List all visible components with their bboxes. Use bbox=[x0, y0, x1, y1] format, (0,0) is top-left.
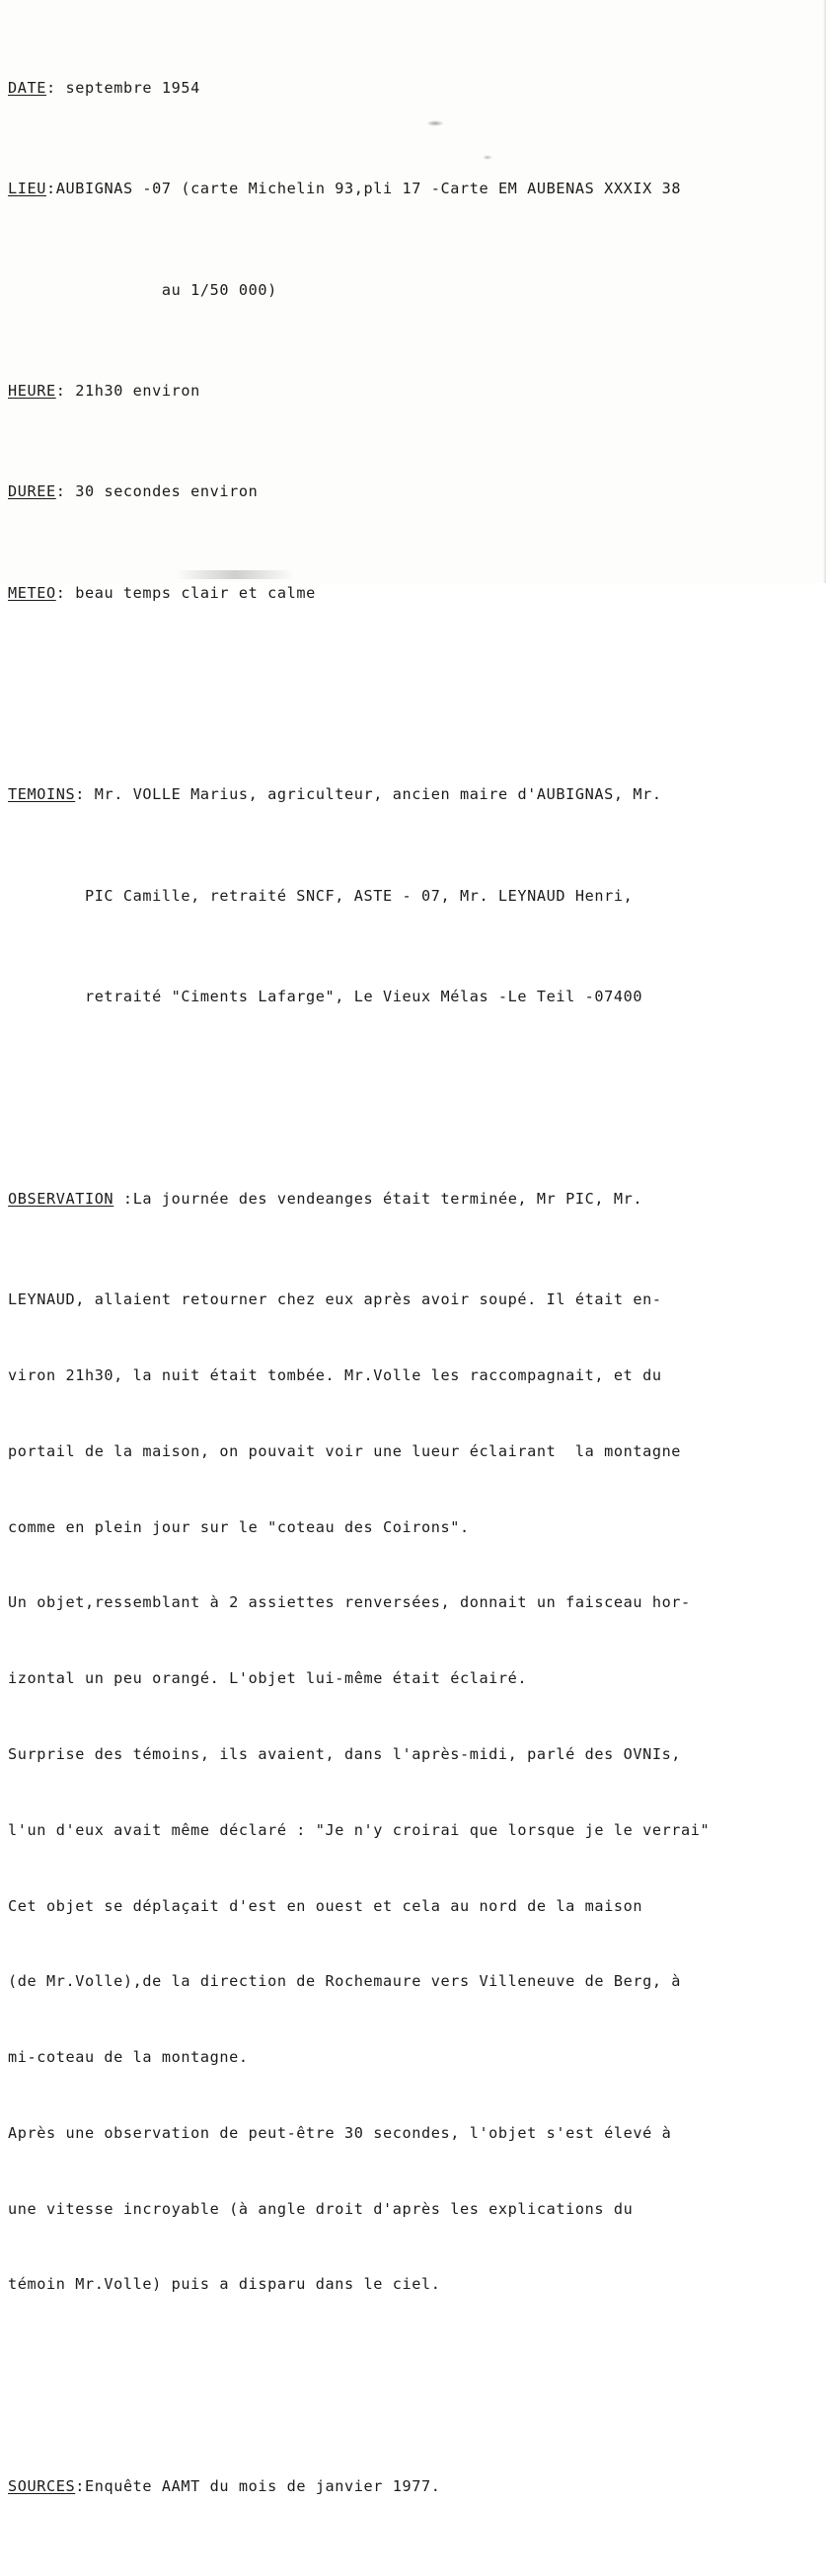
observation-line bbox=[8, 1894, 822, 1920]
field-date-sep: : bbox=[45, 78, 66, 97]
observation-line bbox=[8, 1742, 822, 1768]
observation-label: OBSERVATION bbox=[8, 1189, 114, 1208]
observation-line-0: La journée des vendeanges était terminée, Mr PIC, Mr. bbox=[132, 1189, 643, 1208]
observation-line bbox=[8, 1439, 822, 1465]
field-duree-value: 30 secondes environ bbox=[75, 482, 259, 501]
observation-line bbox=[8, 1818, 822, 1844]
observation-first-line bbox=[8, 1187, 822, 1213]
field-heure bbox=[8, 379, 822, 405]
field-lieu-sep: : bbox=[45, 180, 56, 198]
field-duree bbox=[8, 479, 822, 505]
spacer-line bbox=[8, 682, 822, 707]
spacer-line-2 bbox=[8, 1086, 822, 1112]
field-heure-sep: : bbox=[55, 381, 76, 400]
sources-label: SOURCES bbox=[8, 2477, 76, 2496]
observation-line bbox=[8, 1590, 822, 1616]
field-temoins-sep: : bbox=[75, 785, 95, 804]
observation-line-2: viron 21h30, la nuit était tombée. Mr.Volle les raccompagnait, et du bbox=[8, 1366, 662, 1385]
field-temoins-cont-2-value: retraité "Ciments Lafarge", Le Vieux Mélas -Le Teil -07400 bbox=[8, 988, 643, 1006]
observation-line bbox=[8, 2121, 822, 2147]
field-lieu bbox=[8, 177, 822, 202]
sources-line bbox=[8, 2474, 822, 2500]
field-date bbox=[8, 76, 822, 102]
field-heure-label: HEURE bbox=[8, 381, 56, 400]
field-lieu-value: AUBIGNAS -07 (carte Michelin 93,pli 17 -Carte EM AUBENAS XXXIX 38 bbox=[55, 180, 682, 198]
observation-line-7: Surprise des témoins, ils avaient, dans l'après-midi, parlé des OVNIs, bbox=[8, 1744, 682, 1763]
sources-sep: : bbox=[75, 2477, 85, 2496]
field-heure-value: 21h30 environ bbox=[75, 381, 200, 400]
field-temoins bbox=[8, 782, 822, 808]
observation-line bbox=[8, 1288, 822, 1313]
observation-line-8: l'un d'eux avait même déclaré : "Je n'y croirai que lorsque je le verrai" bbox=[8, 1820, 711, 1839]
observation-line-5: Un objet,ressemblant à 2 assiettes renversées, donnait un faisceau hor- bbox=[8, 1593, 691, 1612]
field-meteo bbox=[8, 581, 822, 607]
field-lieu-cont bbox=[8, 278, 822, 304]
field-temoins-cont-1-value: PIC Camille, retraité SNCF, ASTE - 07, Mr. LEYNAUD Henri, bbox=[8, 886, 634, 905]
field-duree-label: DUREE bbox=[8, 482, 56, 501]
field-date-label: DATE bbox=[8, 78, 46, 97]
field-temoins-cont-1 bbox=[8, 884, 822, 910]
observation-line-10: (de Mr.Volle),de la direction de Rochemaure vers Villeneuve de Berg, à bbox=[8, 1972, 682, 1991]
field-date-value: septembre 1954 bbox=[65, 78, 200, 97]
field-temoins-value: Mr. VOLLE Marius, agriculteur, ancien maire d'AUBIGNAS, Mr. bbox=[94, 785, 662, 804]
observation-line-11: mi-coteau de la montagne. bbox=[8, 2048, 249, 2067]
observation-line-12: Après une observation de peut-être 30 secondes, l'objet s'est élevé à bbox=[8, 2123, 672, 2142]
observation-line-6: izontal un peu orangé. L'objet lui-même était éclairé. bbox=[8, 1669, 528, 1688]
sources-value: Enquête AAMT du mois de janvier 1977. bbox=[84, 2477, 441, 2496]
field-duree-sep: : bbox=[55, 482, 76, 501]
field-temoins-label: TEMOINS bbox=[8, 785, 76, 804]
field-lieu-label: LIEU bbox=[8, 180, 46, 198]
field-meteo-label: METEO bbox=[8, 583, 56, 602]
observation-line-14: témoin Mr.Volle) puis a disparu dans le ciel. bbox=[8, 2275, 441, 2294]
observation-line-3: portail de la maison, on pouvait voir une lueur éclairant la montagne bbox=[8, 1441, 682, 1460]
spacer-line-3 bbox=[8, 2374, 822, 2399]
document-body bbox=[8, 0, 822, 2576]
field-lieu-cont-value: au 1/50 000) bbox=[8, 280, 277, 299]
observation-line bbox=[8, 2197, 822, 2223]
observation-line bbox=[8, 1515, 822, 1541]
observation-line bbox=[8, 1969, 822, 1995]
observation-line-13: une vitesse incroyable (à angle droit d'après les explications du bbox=[8, 2199, 634, 2218]
observation-sep: : bbox=[113, 1189, 133, 1208]
field-meteo-sep: : bbox=[55, 583, 76, 602]
observation-line bbox=[8, 1363, 822, 1389]
field-meteo-value: beau temps clair et calme bbox=[75, 583, 316, 602]
observation-line-4: comme en plein jour sur le "coteau des Coirons". bbox=[8, 1517, 470, 1536]
observation-line-9: Cet objet se déplaçait d'est en ouest et cela au nord de la maison bbox=[8, 1896, 643, 1915]
observation-line bbox=[8, 2272, 822, 2298]
observation-line bbox=[8, 2045, 822, 2071]
observation-line bbox=[8, 1666, 822, 1692]
observation-line-1: LEYNAUD, allaient retourner chez eux après avoir soupé. Il était en- bbox=[8, 1290, 662, 1309]
field-temoins-cont-2 bbox=[8, 985, 822, 1010]
